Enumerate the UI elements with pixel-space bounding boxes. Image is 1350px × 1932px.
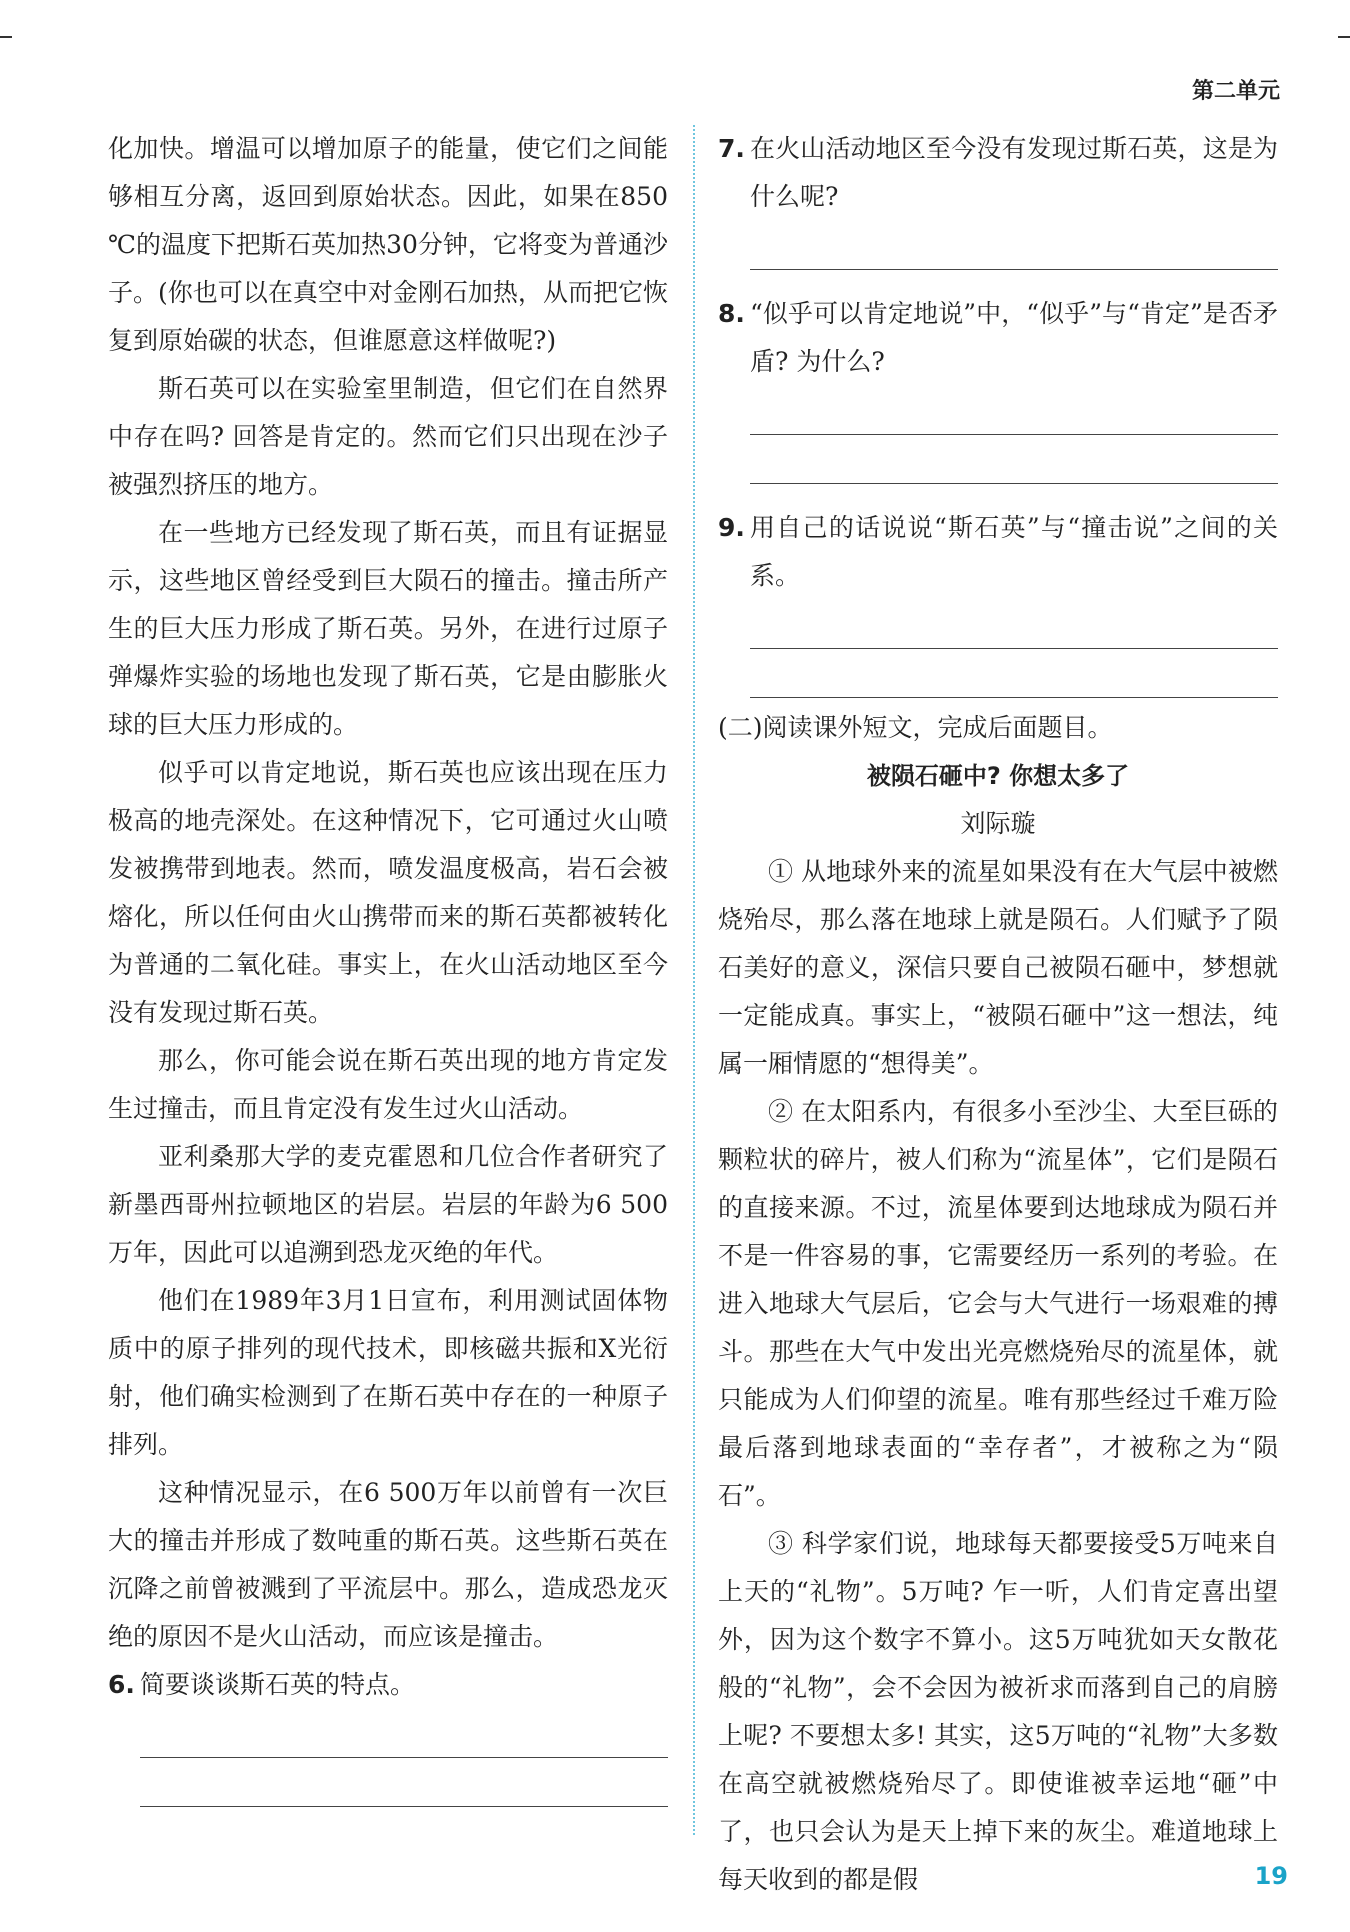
article-title: 被陨石砸中? 你想太多了 [866,762,1130,790]
answer-line[interactable] [750,221,1278,270]
section-title: (二)阅读课外短文，完成后面题目。 [718,713,1113,742]
question-9 [718,504,1278,600]
answer-line[interactable] [140,1709,668,1758]
paragraph: ① 从地球外来的流星如果没有在大气层中被燃烧殆尽，那么落在地球上就是陨石。人们赋予了陨石美好的意义，深信只要自己被陨石砸中，梦想就一定能成真。事实上，“被陨石砸中”这一想法，纯属一厢情愿的“想得美”。 [718,857,1278,1078]
question-text: “似乎可以肯定地说”中，“似乎”与“肯定”是否矛盾? 为什么? [750,299,1278,376]
answer-line[interactable] [750,386,1278,435]
crop-mark-left [0,0,12,38]
question-number: 8. [718,299,745,328]
question-8 [718,290,1278,386]
answer-line[interactable] [750,435,1278,484]
column-divider [693,125,695,1835]
article-author: 刘际璇 [960,809,1036,838]
paragraph: 那么，你可能会说在斯石英出现的地方肯定发生过撞击，而且肯定没有发生过火山活动。 [108,1046,668,1123]
question-number: 7. [718,134,745,163]
answer-line[interactable] [750,649,1278,698]
answer-line[interactable] [140,1758,668,1807]
paragraph: 他们在1989年3月1日宣布，利用测试固体物质中的原子排列的现代技术，即核磁共振和X光衍射，他们确实检测到了在斯石英中存在的一种原子排列。 [108,1286,668,1459]
paragraph: 亚利桑那大学的麦克霍恩和几位合作者研究了新墨西哥州拉顿地区的岩层。岩层的年龄为6 500万年，因此可以追溯到恐龙灭绝的年代。 [108,1142,668,1267]
paragraph: 化加快。增温可以增加原子的能量，使它们之间能够相互分离，返回到原始状态。因此，如果在850 ℃的温度下把斯石英加热30分钟，它将变为普通沙子。(你也可以在真空中对金刚石加热，从而把它恢复到原始碳的状态，但谁愿意这样做呢?) [108,134,668,355]
question-number: 6. [108,1670,135,1699]
paragraph: 似乎可以肯定地说，斯石英也应该出现在压力极高的地壳深处。在这种情况下，它可通过火山喷发被携带到地表。然而，喷发温度极高，岩石会被熔化，所以任何由火山携带而来的斯石英都被转化为普通的二氧化硅。事实上，在火山活动地区至今没有发现过斯石英。 [108,758,668,1027]
question-7 [718,125,1278,221]
question-text: 在火山活动地区至今没有发现过斯石英，这是为什么呢? [750,134,1278,211]
question-6 [108,1661,668,1709]
paragraph: 这种情况显示，在6 500万年以前曾有一次巨大的撞击并形成了数吨重的斯石英。这些斯石英在沉降之前曾被溅到了平流层中。那么，造成恐龙灭绝的原因不是火山活动，而应该是撞击。 [108,1478,668,1651]
answer-line[interactable] [750,600,1278,649]
question-text: 用自己的话说说“斯石英”与“撞击说”之间的关系。 [750,513,1278,590]
page-number: 19 [1254,1862,1288,1890]
paragraph: 在一些地方已经发现了斯石英，而且有证据显示，这些地区曾经受到巨大陨石的撞击。撞击所产生的巨大压力形成了斯石英。另外，在进行过原子弹爆炸实验的场地也发现了斯石英，它是由膨胀火球的巨大压力形成的。 [108,518,668,739]
crop-mark-right [1338,0,1350,38]
right-column [718,125,1278,1904]
question-number: 9. [718,513,745,542]
paragraph: ② 在太阳系内，有很多小至沙尘、大至巨砾的颗粒状的碎片，被人们称为“流星体”，它们是陨石的直接来源。不过，流星体要到达地球成为陨石并不是一件容易的事，它需要经历一系列的考验。在进入地球大气层后，它会与大气进行一场艰难的搏斗。那些在大气中发出光亮燃烧殆尽的流星体，就只能成为人们仰望的流星。唯有那些经过千难万险最后落到地球表面的“幸存者”，才被称之为“陨石”。 [718,1097,1278,1510]
left-column [108,125,668,1807]
paragraph: ③ 科学家们说，地球每天都要接受5万吨来自上天的“礼物”。5万吨? 乍一听，人们肯定喜出望外，因为这个数字不算小。这5万吨犹如天女散花般的“礼物”，会不会因为被祈求而落到自己的肩膀上呢? 不要想太多! 其实，这5万吨的“礼物”大多数在高空就被燃烧殆尽了。即使谁被幸运地“砸”中了，也只会认为是天上掉下来的灰尘。难道地球上每天收到的都是假 [718,1529,1278,1894]
question-text: 简要谈谈斯石英的特点。 [140,1670,416,1699]
unit-header: 第二单元 [1191,79,1280,104]
paragraph: 斯石英可以在实验室里制造，但它们在自然界中存在吗? 回答是肯定的。然而它们只出现在沙子被强烈挤压的地方。 [108,374,668,499]
